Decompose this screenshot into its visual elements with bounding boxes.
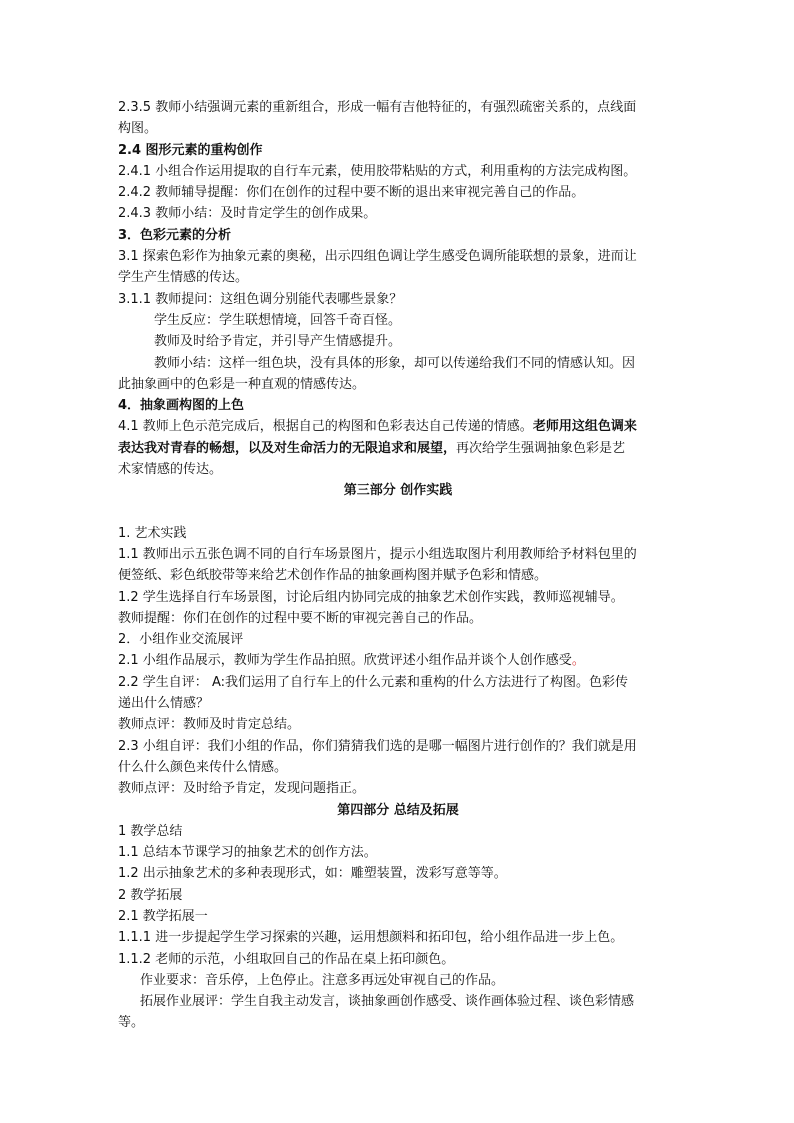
text-line: 教师点评：教师及时肯定总结。 [118,717,301,733]
text-line [118,416,678,437]
text-line: 拓展作业展评：学生自我主动发言，谈抽象画创作感受、谈作画体验过程、谈色彩情感 [140,994,635,1010]
text-line: 1 教学总结 [118,823,183,839]
text-line: 递出什么情感？ [118,696,210,712]
text-line: 1.2 学生选择自行车场景图，讨论后组内协同完成的抽象艺术创作实践，教师巡视辅导。 [118,589,624,605]
text-line: 2.3.5 教师小结强调元素的重新组合，形成一幅有吉他特征的，有强烈疏密关系的，点线面 [118,100,637,115]
section-heading: 4．抽象画构图的上色 [118,398,245,414]
section-heading: 2.4 图形元素的重构创作 [118,142,263,158]
bold-segment: 老师用这组色调来 [532,419,637,435]
text-line: 此抽象画中的色彩是一种直观的情感传达。 [118,376,366,392]
text-line: 教师提醒：你们在创作的过程中要不断的审视完善自己的作品。 [118,610,483,626]
text-segment: 再次给学生强调抽象色彩是艺 [456,440,626,456]
text-line: 作业要求：音乐停，上色停止。注意多再远处审视自己的作品。 [140,972,505,988]
text-line: 1.1 教师出示五张色调不同的自行车场景图片，提示小组选取图片利用教师给予材料包里的 [118,546,637,562]
bold-segment: 表达我对青春的畅想，以及对生命活力的无限追求和展望， [118,440,457,456]
red-mark: 。 [571,653,585,669]
text-line: 术家情感的传达。 [118,462,223,478]
text-line: 2.4.3 教师小结：及时肯定学生的创作成果。 [118,206,377,222]
text-line: 1.1.1 进一步提起学生学习探索的兴趣，运用想颜料和拓印包，给小组作品进一步上色。 [118,930,624,946]
text-line: 学生反应：学生联想情境，回答千奇百怪。 [154,312,402,328]
text-line: 2.1 教学拓展一 [118,908,208,924]
text-line: 2 教学拓展 [118,887,183,903]
part-heading: 第四部分 总结及拓展 [337,802,459,818]
text-line: 教师点评：及时给予肯定，发现问题指正。 [118,781,366,797]
text-line: 学生产生情感的传达。 [118,270,249,286]
text-segment: 4.1 教师上色示范完成后，根据自己的构图和色彩表达自己传递的情感。 [118,419,533,435]
text-line [118,650,678,671]
text-line: 2.4.1 小组合作运用提取的自行车元素，使用胶带粘贴的方式，利用重构的方法完成构图。 [118,163,637,179]
text-line: 1.2 出示抽象艺术的多种表现形式，如：雕塑装置，泼彩写意等等。 [118,866,507,882]
text-line: 便签纸、彩色纸胶带等来给艺术创作作品的抽象画构图并赋予色彩和情感。 [118,568,548,584]
text-line: 等。 [118,1015,145,1031]
part-heading: 第三部分 创作实践 [343,483,453,499]
text-line: 2.2 学生自评： A:我们运用了自行车上的什么元素和重构的什么方法进行了构图。色彩传 [118,674,628,690]
text-line: 1.1 总结本节课学习的抽象艺术的创作方法。 [118,845,377,861]
text-line: 教师小结：这样一组色块，没有具体的形象，却可以传递给我们不同的情感认知。因 [154,355,636,371]
text-line: 教师及时给予肯定，并引导产生情感提升。 [154,334,402,350]
blank-line [118,502,678,523]
text-line [118,438,678,459]
text-line: 2．小组作业交流展评 [118,632,244,648]
text-line: 构图。 [118,121,158,137]
text-line: 什么什么颜色来传什么情感。 [118,759,288,775]
text-line: 2.3 小组自评：我们小组的作品，你们猜猜我们选的是哪一幅图片进行创作的？我们就是用 [118,738,637,754]
text-line: 1. 艺术实践 [118,525,187,541]
text-segment: 2.1 小组作品展示，教师为学生作品拍照。欣赏评述小组作品并谈个人创作感受 [118,653,572,669]
text-line: 1.1.2 老师的示范，小组取回自己的作品在桌上拓印颜色。 [118,951,455,967]
section-heading: 3．色彩元素的分析 [118,227,232,243]
document-page [118,97,678,1034]
text-line: 2.4.2 教师辅导提醒：你们在创作的过程中要不断的退出来审视完善自己的作品。 [118,185,585,201]
text-line: 3.1 探索色彩作为抽象元素的奥秘，出示四组色调让学生感受色调所能联想的景象，进而让 [118,249,637,265]
text-line: 3.1.1 教师提问：这组色调分别能代表哪些景象？ [118,291,403,307]
